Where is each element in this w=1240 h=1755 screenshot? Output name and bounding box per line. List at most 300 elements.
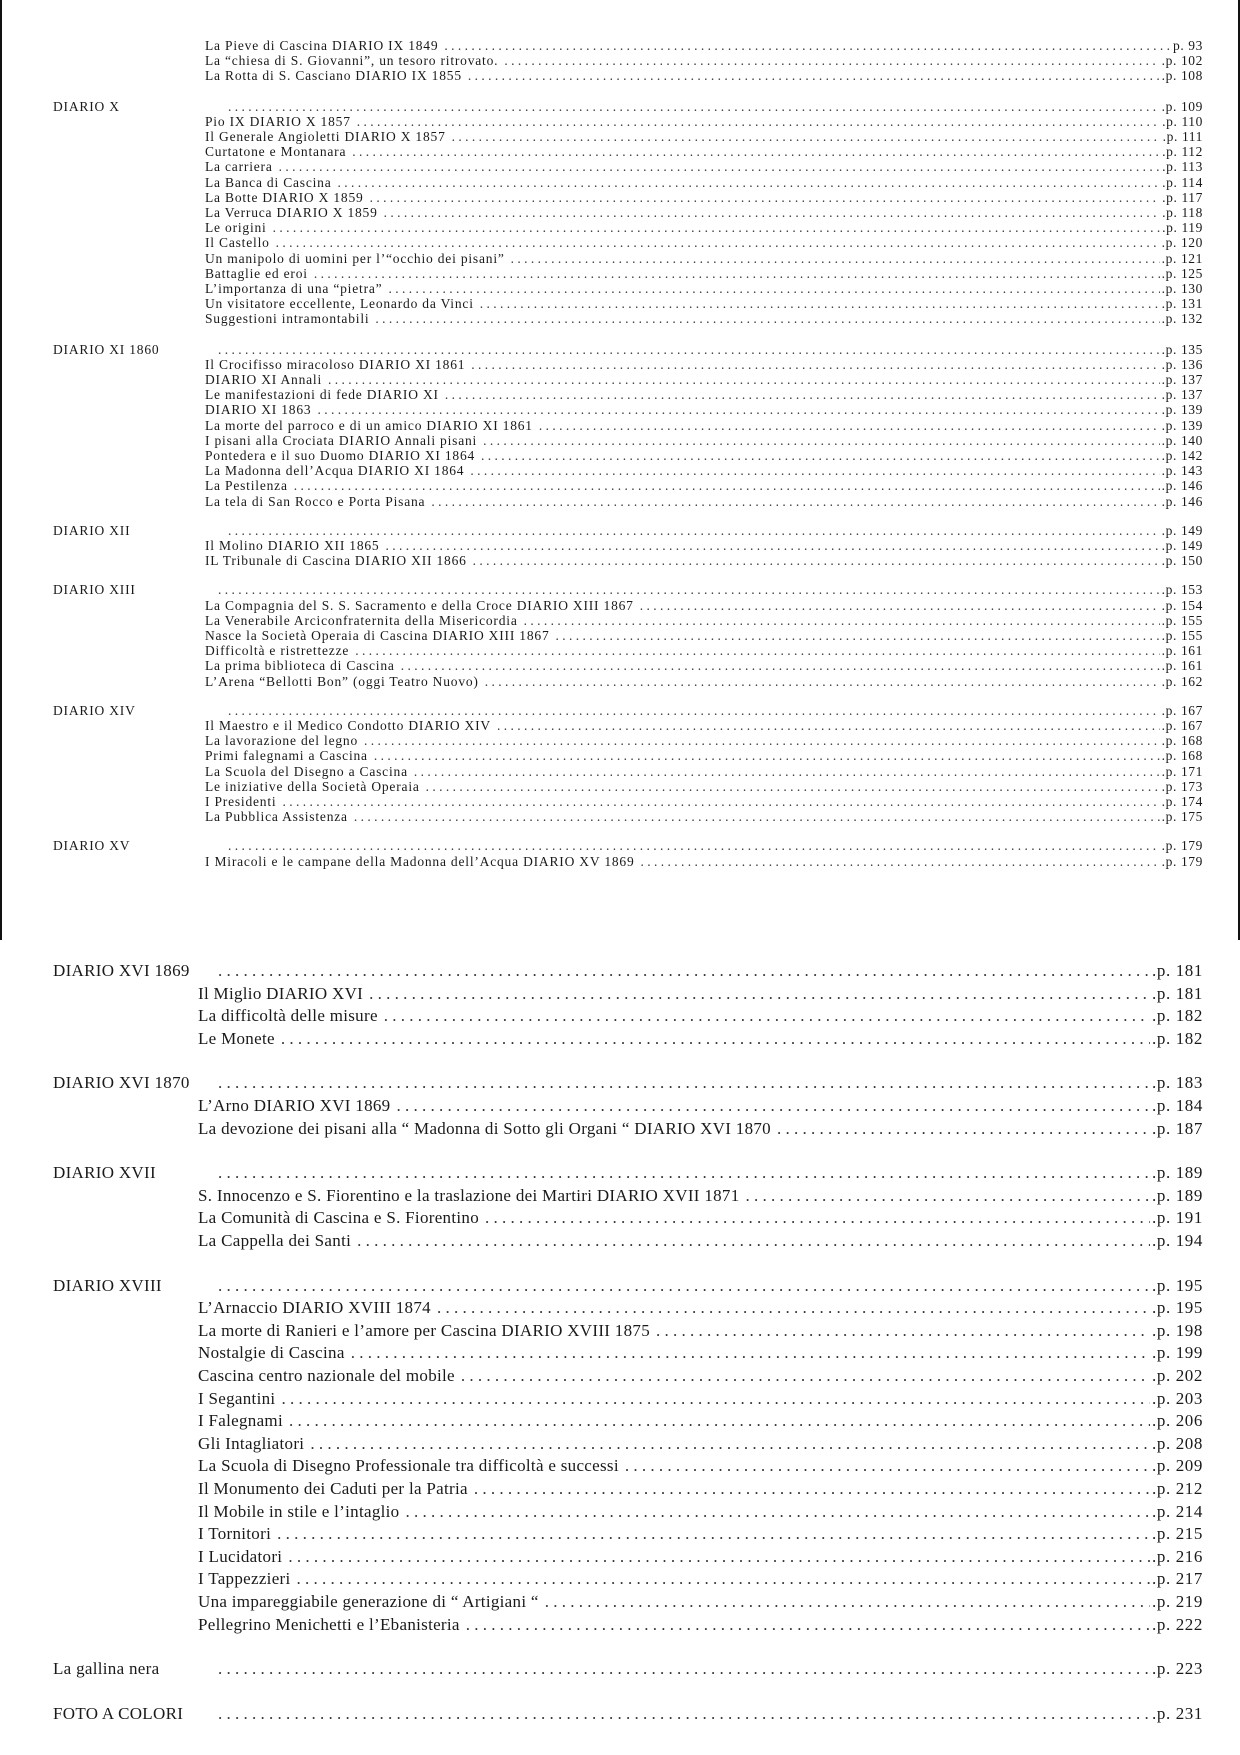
toc-entry: [205, 628, 1203, 644]
toc-entry-page-number: .p. 140: [1161, 432, 1203, 448]
toc-entry-page-number: .p. 146: [1161, 478, 1203, 494]
toc-entry-page-number: .p. 111: [1162, 129, 1203, 144]
toc-section-leader-page-number: .p. 109: [1161, 98, 1203, 114]
toc-entry-page-number: .p. 155: [1161, 628, 1203, 643]
dot-leader: [445, 387, 1160, 403]
toc-entry-title: I Tappezzieri: [198, 1568, 297, 1590]
toc-entry-page-number: .p. 146: [1161, 493, 1203, 509]
toc-entry-page-number: .p. 203: [1152, 1388, 1203, 1408]
toc-section-leader-page-number: .p. 189: [1152, 1163, 1203, 1183]
dot-leader: [364, 733, 1160, 749]
toc-entry-page-number: .p. 142: [1161, 448, 1203, 463]
toc-entry-title: Il Castello: [205, 235, 276, 251]
dot-leader: [351, 1342, 1150, 1364]
toc-entry-page-number: .p. 175: [1161, 809, 1203, 825]
toc-entry-title: S. Innocenzo e S. Fiorentino e la traslazione dei Martiri DIARIO XVII 1871: [198, 1185, 746, 1207]
toc-entry-title: Battaglie ed eroi: [205, 266, 314, 282]
toc-entry: [205, 175, 1203, 191]
toc-section-leader-page-number: .p. 167: [1161, 702, 1203, 718]
toc-entry-title: La tela di San Rocco e Porta Pisana: [205, 494, 431, 510]
toc-entry: [198, 1478, 1203, 1500]
toc-entry-title: Suggestioni intramontabili: [205, 311, 375, 327]
toc-entry-page-number: .p. 113: [1162, 159, 1203, 175]
toc-entry-page-number: .p. 120: [1161, 235, 1203, 251]
dot-leader: [386, 538, 1160, 554]
dot-leader: [228, 838, 1160, 854]
dot-leader: [294, 478, 1160, 494]
toc-entry-page-number: .p. 112: [1162, 144, 1203, 160]
toc-entry: [198, 1523, 1203, 1545]
toc-entry-page-number: .p. 150: [1161, 553, 1203, 569]
toc-entry: [205, 205, 1203, 221]
toc-entry-page-number: .p. 182: [1152, 1006, 1203, 1026]
toc-entry-page-number: .p. 132: [1161, 311, 1203, 327]
toc-entry-page-number: .p. 214: [1152, 1501, 1203, 1521]
dot-leader: [656, 1320, 1150, 1342]
dot-leader: [401, 658, 1160, 674]
toc-entry: [205, 478, 1203, 494]
toc-entry: [198, 1297, 1203, 1319]
dot-leader: [461, 1365, 1150, 1387]
toc-entry-page-number: .p. 184: [1152, 1096, 1203, 1115]
toc-entry-page-number: .p. 161: [1161, 658, 1203, 674]
toc-entry-page-number: .p. 198: [1152, 1320, 1203, 1340]
toc-entry: [198, 1433, 1203, 1455]
toc-entry-title: La Botte DIARIO X 1859: [205, 190, 370, 206]
dot-leader: [277, 1523, 1150, 1545]
dot-leader: [218, 1162, 1150, 1184]
toc-entry-page-number: .p. 191: [1152, 1208, 1203, 1228]
toc-entry-page-number: .p. 136: [1161, 356, 1203, 372]
toc-section-leader-page-number: .p. 153: [1161, 582, 1203, 598]
toc-entry-page-number: .p. 181: [1152, 983, 1203, 1003]
toc-entry: [198, 1118, 1203, 1140]
dot-leader: [640, 598, 1160, 614]
toc-entry-title: I Tornitori: [198, 1523, 277, 1545]
toc-entry: [198, 1455, 1203, 1477]
toc-section-leader: [212, 1703, 1203, 1725]
toc-entry-page-number: p. 93: [1173, 38, 1203, 53]
toc-entry: [205, 538, 1203, 554]
toc-entry-page-number: .p. 202: [1152, 1366, 1203, 1385]
toc-entry-page-number: .p. 194: [1152, 1231, 1203, 1250]
toc-entry: [198, 1185, 1203, 1207]
dot-leader: [218, 1703, 1150, 1725]
toc-entry-title: La morte del parroco e di un amico DIARIO XI 1861: [205, 418, 539, 434]
toc-entry: [205, 553, 1203, 569]
toc-entry-page-number: .p. 212: [1152, 1479, 1203, 1498]
toc-entry: [198, 1095, 1203, 1117]
toc-section-leader: [222, 703, 1203, 719]
toc-entry: [198, 1365, 1203, 1387]
toc-entry: [198, 1342, 1203, 1364]
dot-leader: [384, 1005, 1150, 1027]
toc-entry: [205, 764, 1203, 780]
toc-entry-title: Nostalgie di Cascina: [198, 1342, 351, 1364]
dot-leader: [556, 628, 1160, 644]
dot-leader: [218, 1072, 1150, 1094]
toc-entry-page-number: .p. 179: [1161, 853, 1203, 869]
toc-entry: [205, 733, 1203, 749]
toc-entry: [198, 983, 1203, 1005]
dot-leader: [468, 68, 1160, 84]
toc-entry-title: La Madonna dell’Acqua DIARIO XI 1864: [205, 463, 470, 479]
toc-entry-title: La morte di Ranieri e l’amore per Cascina DIARIO XVIII 1875: [198, 1320, 656, 1342]
dot-leader: [218, 582, 1160, 598]
toc-entry: [205, 68, 1203, 84]
toc-section-heading: DIARIO XV: [53, 838, 131, 854]
toc-entry-title: La Pestilenza: [205, 478, 294, 494]
dot-leader: [357, 114, 1160, 130]
toc-section-heading: DIARIO XIV: [53, 702, 136, 718]
dot-leader: [452, 129, 1161, 145]
toc-entry-title: Il Miglio DIARIO XVI: [198, 983, 369, 1005]
toc-entry-page-number: .p. 174: [1161, 794, 1203, 809]
toc-entry: [205, 296, 1203, 312]
toc-entry: [205, 372, 1203, 388]
toc-entry: [205, 357, 1203, 373]
dot-leader: [218, 960, 1150, 982]
toc-entry: [198, 1410, 1203, 1432]
toc-entry-page-number: .p. 206: [1152, 1411, 1203, 1431]
toc-entry-page-number: .p. 130: [1161, 281, 1203, 296]
dot-leader: [228, 703, 1160, 719]
dot-leader: [384, 205, 1161, 221]
toc-entry: [205, 674, 1203, 690]
toc-entry-title: La Comunità di Cascina e S. Fiorentino: [198, 1207, 485, 1229]
toc-entry-title: La Scuola del Disegno a Cascina: [205, 764, 414, 780]
dot-leader: [357, 1230, 1150, 1252]
dot-leader: [355, 643, 1159, 659]
dot-leader: [470, 463, 1159, 479]
toc-entry-title: Le iniziative della Società Operaia: [205, 779, 426, 795]
dot-leader: [338, 175, 1161, 191]
toc-entry-title: La devozione dei pisani alla “ Madonna di Sotto gli Organi “ DIARIO XVI 1870: [198, 1118, 777, 1140]
dot-leader: [777, 1118, 1150, 1140]
toc-entry: [205, 235, 1203, 251]
toc-entry: [205, 779, 1203, 795]
toc-entry-title: L’Arena “Bellotti Bon” (oggi Teatro Nuovo): [205, 674, 485, 690]
toc-entry: [198, 1320, 1203, 1342]
toc-entry-page-number: .p. 171: [1161, 763, 1203, 779]
toc-entry-title: La Cappella dei Santi: [198, 1230, 357, 1252]
toc-section-heading: DIARIO XVI 1869: [53, 961, 190, 980]
toc-section-heading: La gallina nera: [53, 1659, 160, 1679]
toc-entry-title: I Presidenti: [205, 794, 282, 810]
toc-entry-title: Cascina centro nazionale del mobile: [198, 1365, 461, 1387]
toc-entry-title: La Pubblica Assistenza: [205, 809, 354, 825]
toc-entry-title: L’importanza di una “pietra”: [205, 281, 388, 297]
dot-leader: [314, 266, 1160, 282]
toc-entry: [205, 613, 1203, 629]
toc-entry: [205, 433, 1203, 449]
dot-leader: [354, 809, 1160, 825]
toc-entry: [205, 448, 1203, 464]
toc-entry-title: La Scuola di Disegno Professionale tra difficoltà e successi: [198, 1455, 625, 1477]
toc-entry-page-number: .p. 137: [1161, 387, 1203, 403]
toc-section-heading: DIARIO XVIII: [53, 1275, 162, 1295]
toc-entry: [198, 1207, 1203, 1229]
toc-entry: [205, 311, 1203, 327]
toc-section-heading: DIARIO XIII: [53, 582, 136, 598]
dot-leader: [310, 1433, 1150, 1455]
toc-entry-title: L’Arno DIARIO XVI 1869: [198, 1095, 396, 1117]
dot-leader: [228, 523, 1160, 539]
dot-leader: [545, 1591, 1150, 1613]
toc-entry-page-number: .p. 187: [1152, 1118, 1203, 1138]
toc-entry: [205, 658, 1203, 674]
toc-entry-page-number: .p. 182: [1152, 1028, 1203, 1048]
toc-entry: [205, 418, 1203, 434]
dot-leader: [539, 418, 1160, 434]
toc-section-heading: DIARIO XVII: [53, 1163, 156, 1183]
dot-leader: [218, 1275, 1150, 1297]
toc-entry: [205, 463, 1203, 479]
dot-leader: [431, 494, 1159, 510]
toc-entry-page-number: .p. 118: [1162, 205, 1203, 220]
toc-entry-page-number: .p. 168: [1161, 748, 1203, 764]
toc-section-leader-page-number: .p. 149: [1161, 522, 1203, 538]
toc-entry-title: Un manipolo di uomini per l’“occhio dei pisani”: [205, 251, 511, 267]
toc-section-leader-page-number: .p. 179: [1161, 838, 1203, 854]
toc-entry-title: L’Arnaccio DIARIO XVIII 1874: [198, 1297, 437, 1319]
toc-entry-page-number: .p. 114: [1162, 174, 1203, 190]
toc-entry-title: I Miracoli e le campane della Madonna dell’Acqua DIARIO XV 1869: [205, 854, 641, 870]
toc-entry-page-number: .p. 117: [1162, 189, 1203, 205]
toc-entry: [198, 1230, 1203, 1252]
toc-entry-title: La “chiesa di S. Giovanni”, un tesoro ritrovato.: [205, 53, 504, 69]
toc-entry: [198, 1005, 1203, 1027]
dot-leader: [370, 190, 1161, 206]
dot-leader: [485, 1207, 1150, 1229]
toc-entry-title: Pontedera e il suo Duomo DIARIO XI 1864: [205, 448, 481, 464]
toc-section-leader: [212, 960, 1203, 982]
toc-entry-page-number: .p. 209: [1152, 1456, 1203, 1476]
dot-leader: [473, 553, 1160, 569]
toc-entry-title: La lavorazione del legno: [205, 733, 364, 749]
dot-leader: [369, 983, 1150, 1005]
toc-entry-title: Gli Intagliatori: [198, 1433, 310, 1455]
dot-leader: [497, 718, 1160, 734]
dot-leader: [375, 311, 1159, 327]
toc-entry-page-number: .p. 110: [1162, 113, 1203, 129]
dot-leader: [396, 1095, 1150, 1117]
toc-entry-page-number: .p. 168: [1161, 733, 1203, 749]
toc-entry: [205, 129, 1203, 145]
dot-leader: [480, 296, 1160, 312]
toc-entry: [205, 251, 1203, 267]
toc-entry-title: La difficoltà delle misure: [198, 1005, 384, 1027]
dot-leader: [511, 251, 1160, 267]
toc-entry-title: La carriera: [205, 159, 279, 175]
dot-leader: [444, 38, 1171, 54]
toc-entry-title: Un visitatore eccellente, Leonardo da Vinci: [205, 296, 480, 312]
toc-entry-title: La Venerabile Arciconfraternita della Misericordia: [205, 613, 524, 629]
toc-entry-title: Una impareggiabile generazione di “ Artigiani “: [198, 1591, 545, 1613]
toc-section-leader-page-number: .p. 231: [1152, 1703, 1203, 1723]
toc-section-heading: DIARIO XVI 1870: [53, 1073, 190, 1093]
toc-entry-page-number: .p. 143: [1161, 463, 1203, 479]
toc-entry-page-number: .p. 102: [1161, 53, 1203, 69]
toc-entry: [205, 144, 1203, 160]
toc-section-leader: [222, 99, 1203, 115]
toc-entry-page-number: .p. 155: [1161, 612, 1203, 628]
toc-entry: [198, 1028, 1203, 1050]
toc-entry: [198, 1614, 1203, 1636]
toc-entry-title: Curtatone e Montanara: [205, 144, 352, 160]
toc-entry-title: I Lucidatori: [198, 1546, 288, 1568]
page-border-left: [0, 0, 2, 940]
dot-leader: [289, 1410, 1150, 1432]
toc-entry-page-number: .p. 161: [1161, 643, 1203, 659]
dot-leader: [273, 220, 1161, 236]
toc-entry-page-number: .p. 154: [1161, 597, 1203, 613]
toc-entry-title: La Compagnia del S. S. Sacramento e della Croce DIARIO XIII 1867: [205, 598, 640, 614]
toc-entry-title: Pio IX DIARIO X 1857: [205, 114, 357, 130]
dot-leader: [276, 235, 1160, 251]
toc-entry: [198, 1568, 1203, 1590]
toc-entry: [205, 38, 1203, 54]
dot-leader: [625, 1455, 1150, 1477]
toc-entry: [205, 387, 1203, 403]
dot-leader: [746, 1185, 1151, 1207]
toc-entry-title: DIARIO XI Annali: [205, 372, 328, 388]
dot-leader: [474, 1478, 1150, 1500]
dot-leader: [437, 1297, 1150, 1319]
dot-leader: [524, 613, 1160, 629]
dot-leader: [641, 854, 1160, 870]
toc-section-leader-page-number: .p. 195: [1152, 1275, 1203, 1295]
toc-entry: [205, 854, 1203, 870]
toc-entry-title: Pellegrino Menichetti e l’Ebanisteria: [198, 1614, 466, 1636]
toc-section-leader-page-number: .p. 135: [1161, 341, 1203, 357]
dot-leader: [483, 433, 1160, 449]
dot-leader: [281, 1388, 1150, 1410]
toc-entry: [198, 1546, 1203, 1568]
toc-entry: [205, 748, 1203, 764]
toc-section-leader: [212, 342, 1203, 358]
toc-section-leader: [212, 1072, 1203, 1094]
toc-section-heading: FOTO A COLORI: [53, 1703, 184, 1723]
toc-entry-page-number: .p. 222: [1152, 1614, 1203, 1634]
toc-entry-page-number: .p. 219: [1152, 1592, 1203, 1611]
toc-entry-page-number: .p. 137: [1161, 372, 1203, 387]
toc-entry-page-number: .p. 199: [1152, 1343, 1203, 1363]
toc-entry-page-number: .p. 139: [1161, 402, 1203, 418]
dot-leader: [471, 357, 1159, 373]
toc-entry-title: Le manifestazioni di fede DIARIO XI: [205, 387, 445, 403]
dot-leader: [481, 448, 1160, 464]
toc-entry-page-number: .p. 119: [1162, 220, 1203, 236]
toc-entry: [205, 643, 1203, 659]
toc-section-leader: [222, 523, 1203, 539]
toc-entry-title: Nasce la Società Operaia di Cascina DIARIO XIII 1867: [205, 628, 556, 644]
toc-section-heading: DIARIO X: [53, 98, 120, 114]
toc-entry-page-number: .p. 173: [1161, 778, 1203, 794]
toc-entry-title: La Banca di Cascina: [205, 175, 338, 191]
dot-leader: [405, 1501, 1150, 1523]
toc-entry-page-number: .p. 149: [1161, 538, 1203, 553]
dot-leader: [282, 794, 1159, 810]
toc-entry-title: Il Monumento dei Caduti per la Patria: [198, 1478, 474, 1500]
toc-entry-page-number: .p. 189: [1152, 1185, 1203, 1205]
toc-section-leader: [212, 582, 1203, 598]
toc-entry-page-number: .p. 208: [1152, 1433, 1203, 1453]
toc-entry-title: La Rotta di S. Casciano DIARIO IX 1855: [205, 68, 468, 84]
toc-section-leader-page-number: .p. 183: [1152, 1073, 1203, 1093]
toc-entry: [205, 220, 1203, 236]
toc-entry-title: Il Crocifisso miracoloso DIARIO XI 1861: [205, 357, 471, 373]
toc-entry: [205, 190, 1203, 206]
dot-leader: [352, 144, 1160, 160]
toc-section-leader: [222, 838, 1203, 854]
toc-entry: [205, 598, 1203, 614]
toc-entry-title: IL Tribunale di Cascina DIARIO XII 1866: [205, 553, 473, 569]
toc-entry-title: Le origini: [205, 220, 273, 236]
toc-entry-title: I Falegnami: [198, 1410, 289, 1432]
toc-entry: [205, 281, 1203, 297]
toc-entry: [205, 266, 1203, 282]
toc-entry-page-number: .p. 121: [1161, 250, 1203, 266]
dot-leader: [466, 1614, 1150, 1636]
toc-entry-page-number: .p. 139: [1161, 417, 1203, 433]
dot-leader: [504, 53, 1159, 69]
dot-leader: [328, 372, 1160, 388]
toc-entry: [198, 1591, 1203, 1613]
dot-leader: [374, 748, 1160, 764]
dot-leader: [218, 1658, 1150, 1680]
dot-leader: [485, 674, 1160, 690]
toc-entry-title: Il Mobile in stile e l’intaglio: [198, 1501, 405, 1523]
dot-leader: [228, 99, 1160, 115]
toc-entry: [205, 53, 1203, 69]
dot-leader: [388, 281, 1159, 297]
toc-entry-title: I pisani alla Crociata DIARIO Annali pisani: [205, 433, 483, 449]
toc-section-heading: DIARIO XII: [53, 522, 131, 538]
dot-leader: [414, 764, 1160, 780]
toc-entry-page-number: .p. 162: [1161, 673, 1203, 689]
toc-section-leader: [212, 1162, 1203, 1184]
toc-entry-title: Difficoltà e ristrettezze: [205, 643, 355, 659]
toc-entry: [198, 1501, 1203, 1523]
toc-entry-page-number: .p. 167: [1161, 718, 1203, 733]
toc-entry-page-number: .p. 131: [1161, 296, 1203, 312]
toc-entry-page-number: .p. 215: [1152, 1524, 1203, 1544]
toc-entry-title: La Pieve di Cascina DIARIO IX 1849: [205, 38, 444, 54]
toc-entry-page-number: .p. 125: [1161, 265, 1203, 281]
toc-entry: [205, 159, 1203, 175]
toc-entry-page-number: .p. 108: [1161, 68, 1203, 84]
toc-entry-title: Primi falegnami a Cascina: [205, 748, 374, 764]
toc-entry-title: La prima biblioteca di Cascina: [205, 658, 401, 674]
toc-entry-title: Il Maestro e il Medico Condotto DIARIO XIV: [205, 718, 497, 734]
toc-entry: [205, 718, 1203, 734]
toc-entry-title: Il Generale Angioletti DIARIO X 1857: [205, 129, 452, 145]
toc-section-leader: [212, 1275, 1203, 1297]
dot-leader: [317, 402, 1159, 418]
toc-section-heading: DIARIO XI 1860: [53, 341, 160, 357]
toc-entry: [205, 794, 1203, 810]
toc-entry-title: I Segantini: [198, 1388, 281, 1410]
toc-entry-title: Le Monete: [198, 1028, 281, 1050]
toc-entry-page-number: .p. 195: [1152, 1298, 1203, 1318]
dot-leader: [297, 1568, 1151, 1590]
toc-entry: [205, 402, 1203, 418]
toc-entry: [205, 809, 1203, 825]
dot-leader: [426, 779, 1160, 795]
dot-leader: [281, 1028, 1150, 1050]
toc-entry-title: La Verruca DIARIO X 1859: [205, 205, 384, 221]
